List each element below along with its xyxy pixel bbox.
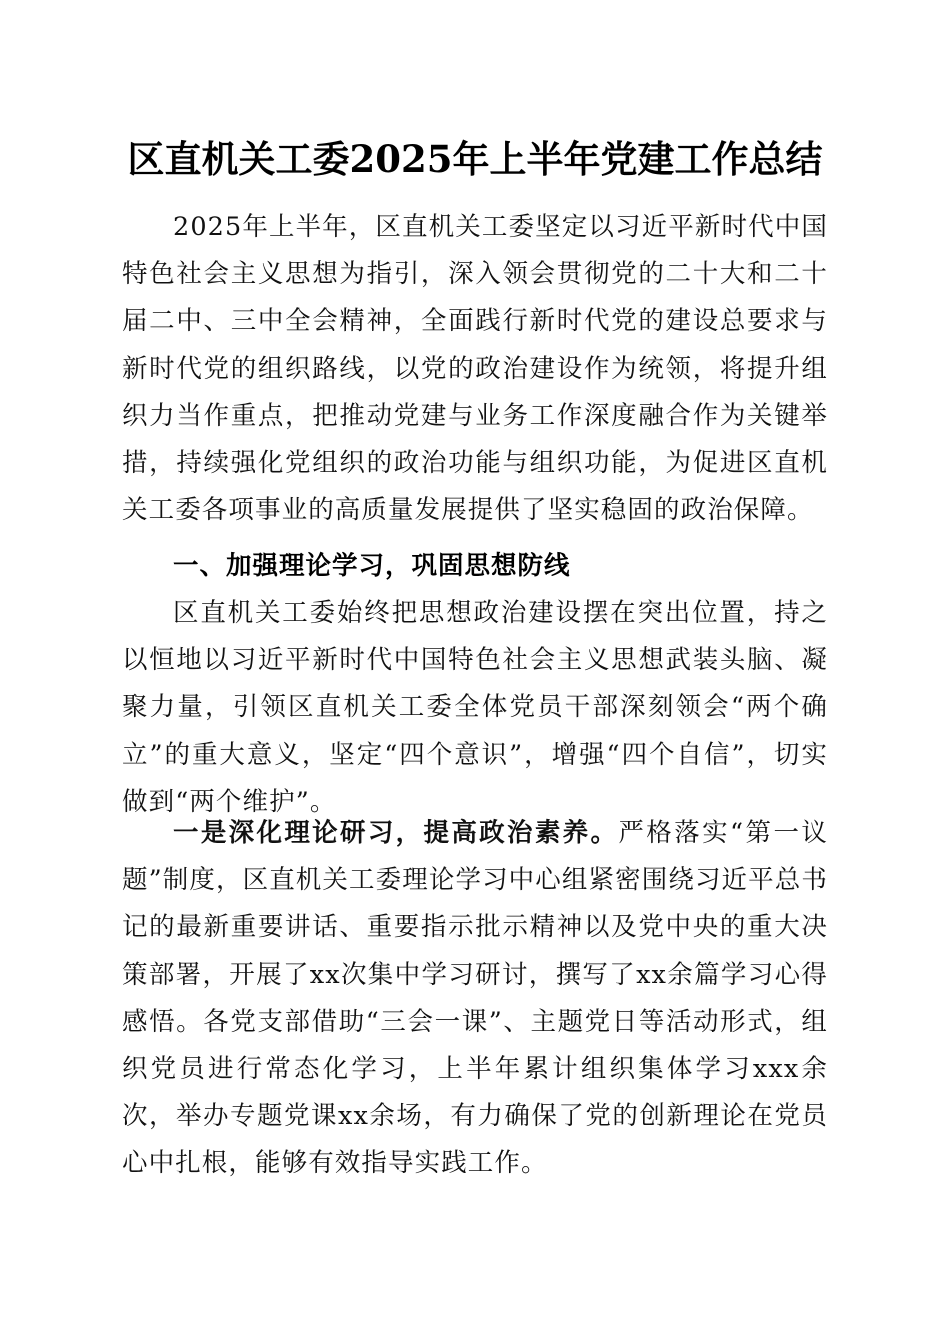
item-1-text: 严格落实“第一议题”制度，区直机关工委理论学习中心组紧密围绕习近平总书记的最新重要讲话、重要指示批示精神以及党中央的重大决策部署，开展了xx次集中学习研讨，撰写了xx余篇学习心得感悟。各党支部借助“三会一课”、主题党日等活动形式，组织党员进行常态化学习，上半年累计组织集体学习xxx余次，举办专题党课xx余场，有力确保了党的创新理论在党员心中扎根，能够有效指导实践工作。 bbox=[122, 818, 828, 1179]
item-1-lead: 一是深化理论研习，提高政治素养。 bbox=[173, 818, 619, 848]
section-1-paragraph: 区直机关工委始终把思想政治建设摆在突出位置，持之以恒地以习近平新时代中国特色社会主义思想武装头脑、凝聚力量，引领区直机关工委全体党员干部深刻领会“两个确立”的重大意义，坚定“四个意识”，增强“四个自信”，切实做到“两个维护”。 bbox=[122, 598, 828, 817]
intro-paragraph: 2025年上半年，区直机关工委坚定以习近平新时代中国特色社会主义思想为指引，深入领会贯彻党的二十大和二十届二中、三中全会精神，全面践行新时代党的建设总要求与新时代党的组织路线，以党的政治建设作为统领，将提升组织力当作重点，把推动党建与业务工作深度融合作为关键举措，持续强化党组织的政治功能与组织功能，为促进区直机关工委各项事业的高质量发展提供了坚实稳固的政治保障。 bbox=[122, 212, 828, 526]
document-title: 区直机关工委2025年上半年党建工作总结 bbox=[127, 137, 823, 181]
section-1-heading: 一、加强理论学习，巩固思想防线 bbox=[173, 551, 571, 581]
section-1-item-1-paragraph bbox=[122, 810, 828, 1188]
